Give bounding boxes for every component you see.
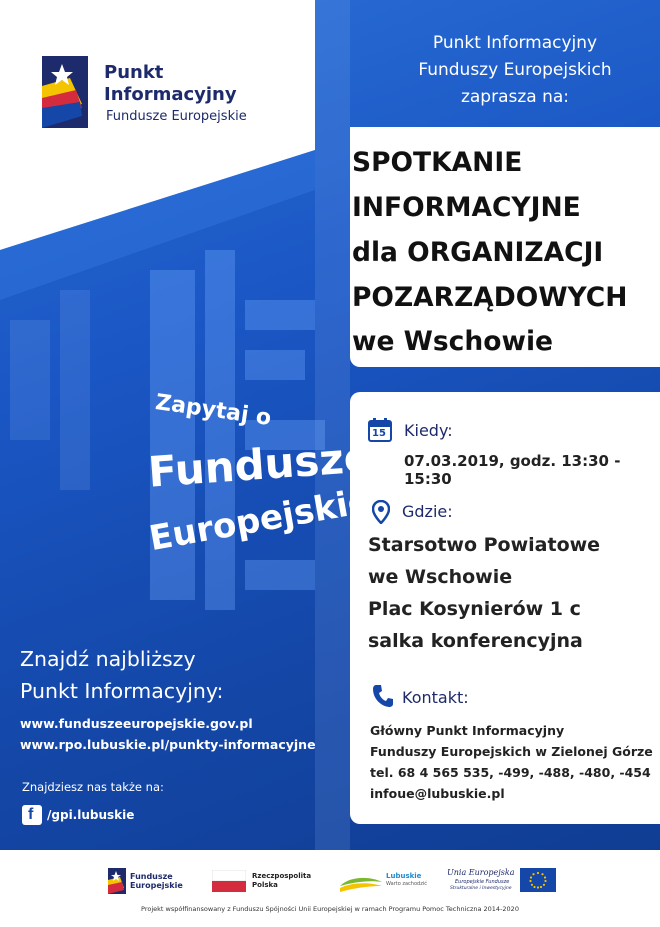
invite-line-3: zaprasza na: [460, 87, 570, 107]
where-line-3: Plac Kosynierów 1 c [368, 598, 581, 620]
contact-phone: tel. 68 4 565 535, -499, -488, -480, -454 [370, 765, 651, 780]
find-line-1: Znajdź najbliższy [20, 647, 196, 671]
when-label: Kiedy: [404, 421, 453, 440]
also-on-label: Znajdziesz nas także na: [22, 780, 164, 794]
calendar-icon [368, 418, 392, 442]
title-line-3: dla ORGANIZACJI [352, 237, 604, 268]
eu-funds-logo-icon [42, 56, 88, 128]
footer-lubuskie: Lubuskie [386, 872, 422, 880]
footer-logos [0, 850, 660, 927]
contact-email: infoue@lubuskie.pl [370, 786, 505, 801]
art-text-europejskie: Europejskie [146, 480, 374, 560]
link-rpo-lubuskie[interactable]: www.rpo.lubuskie.pl/punkty-informacyjne [20, 737, 316, 752]
footer-lubuskie-tag: Warto zachodzić [386, 881, 427, 887]
location-pin-icon [372, 500, 390, 524]
calendar-day: 15 [372, 428, 386, 439]
footer-ue-line-3: Strukturalne i Inwestycyjne [450, 886, 512, 891]
invite-line-1: Punkt Informacyjny [432, 33, 598, 53]
art-text-zapytaj: Zapytaj o [153, 390, 273, 431]
where-line-4: salka konferencyjna [368, 630, 583, 652]
polish-flag-icon [212, 870, 246, 892]
invite-text [380, 30, 650, 111]
event-title-box [350, 127, 660, 367]
title-line-2: INFORMACYJNE [352, 192, 581, 223]
contact-label: Kontakt: [402, 688, 469, 707]
facebook-icon[interactable] [22, 805, 42, 825]
title-line-1: SPOTKANIE [352, 147, 523, 178]
contact-line-2: Funduszy Europejskich w Zielonej Górze [370, 744, 653, 759]
lubuskie-logo-icon [340, 872, 382, 894]
phone-icon [372, 684, 394, 708]
footer-ue-line-2: Europejskie Fundusze [455, 879, 510, 885]
footer-ue-line-1: Unia Europejska [447, 868, 515, 877]
logo-line-3: Fundusze Europejskie [106, 109, 247, 124]
invite-line-2: Funduszy Europejskich [418, 60, 612, 80]
logo-punkt-informacyjny [42, 54, 302, 134]
where-label: Gdzie: [402, 502, 453, 521]
project-funding-note: Projekt współfinansowany z Funduszu Spójności Unii Europejskiej w ramach Programu Pomoc Techniczna 2014-2020 [141, 905, 519, 913]
where-line-2: we Wschowie [368, 566, 513, 588]
art-text-fundusze: Fundusze [146, 432, 374, 497]
eu-flag-icon [520, 868, 556, 892]
footer-rp-line-1: Rzeczpospolita [252, 872, 312, 880]
when-value: 07.03.2019, godz. 13:30 - 15:30 [404, 452, 621, 488]
title-line-4: POZARZĄDOWYCH [352, 282, 628, 313]
logo-line-1: Punkt [104, 62, 164, 83]
facebook-glyph: f [28, 806, 34, 823]
footer-rp-line-2: Polska [252, 881, 278, 889]
logo-line-2: Informacyjny [104, 84, 237, 105]
fundusze-europejskie-logo-icon [108, 868, 126, 894]
facebook-handle[interactable]: /gpi.lubuskie [47, 808, 135, 822]
title-line-5: we Wschowie [352, 326, 554, 357]
where-line-1: Starsotwo Powiatowe [368, 534, 601, 556]
contact-line-1: Główny Punkt Informacyjny [370, 723, 565, 738]
footer-fe-line-1: Fundusze [130, 872, 173, 881]
event-info-box [350, 392, 660, 824]
footer-fe-line-2: Europejskie [130, 881, 183, 890]
find-line-2: Punkt Informacyjny: [20, 679, 224, 703]
link-funduszeeuropejskie[interactable]: www.funduszeeuropejskie.gov.pl [20, 716, 253, 731]
